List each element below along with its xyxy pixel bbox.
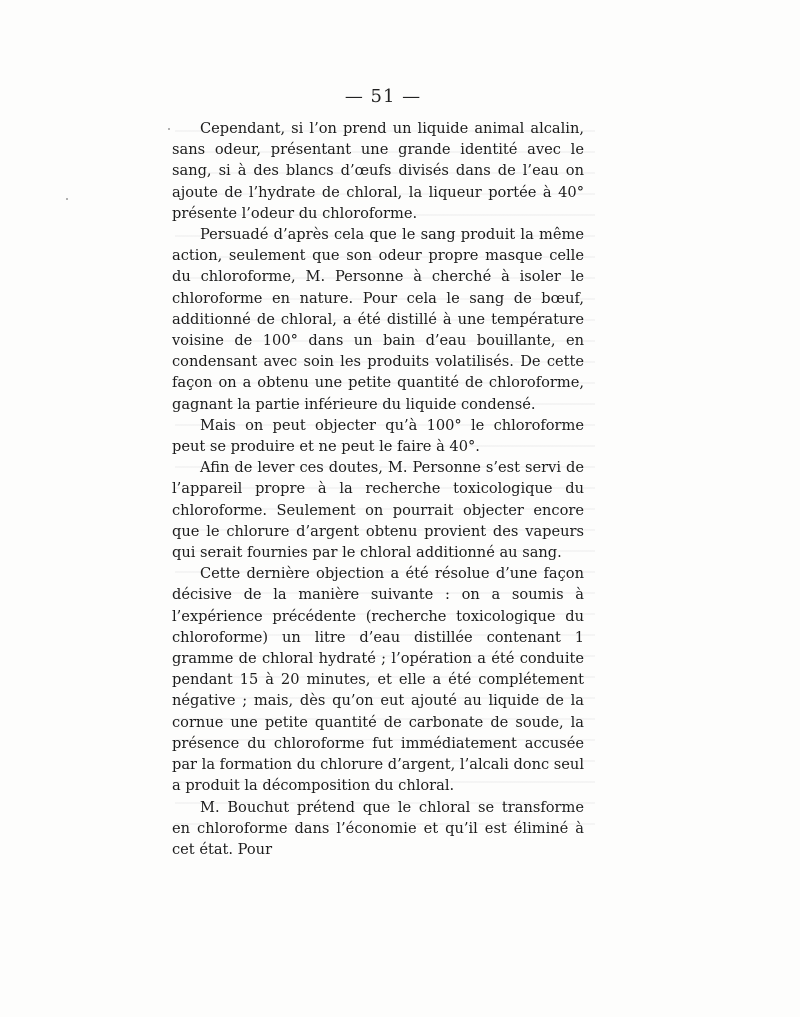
paragraph: Cependant, si l’on prend un liquide animal alcalin, sans odeur, présentant une grande identité avec le sang, si à des blancs d’œufs divisés dans de l’eau on ajoute de l’hydrate de chloral, la liqueur portée à 40° présente l’odeur du chloroforme. (172, 120, 584, 222)
paragraph: M. Bouchut prétend que le chloral se transforme en chloroforme dans l’économie et qu’il est éliminé à cet état. Pour (172, 798, 584, 858)
paragraph: Persuadé d’après cela que le sang produit la même action, seulement que son odeur propre masque celle du chloroforme, M. Personne à cherché à isoler le chloroforme en nature. Pour cela le sang de bœuf, additionné de chloral, a été distillé à une température voisine de 100° dans un bain d’eau bouillante, en condensant avec soin les produits volatilisés. De cette façon on a obtenu une petite quantité de chloroforme, gagnant la partie inférieure du liquide condensé. (172, 226, 584, 413)
paper-speck (168, 128, 170, 130)
page-number: — 51 — (344, 86, 422, 107)
paragraph: Afin de lever ces doutes, M. Personne s’est servi de l’appareil propre à la recherche toxicologique du chloroforme. Seulement on pourrait objecter encore que le chlorure d’argent obtenu provient des vapeurs qui serait fournies par le chloral additionné au sang. (172, 459, 584, 562)
paragraph: Cette dernière objection a été résolue d’une façon décisive de la manière suivante : on a soumis à l’expérience précédente (recherche toxicologique du chloroforme) un litre d’eau distillée contenant 1 gramme de chloral hydraté ; l’opération a été conduite pendant 15 à 20 minutes, et elle a été complétement négative ; mais, dès qu’on eut ajouté au liquide de la cornue une petite quantité de carbonate de soude, la présence du chloroforme fut immédiatement accusée par la formation du chlorure d’argent, l’alcali donc seul a produit la décomposition du chloral. (172, 565, 584, 795)
paragraph: Mais on peut objecter qu’à 100° le chloroforme peut se produire et ne peut le faire à 40°. (172, 416, 584, 456)
paper-speck (66, 198, 68, 200)
body-text (172, 118, 584, 860)
